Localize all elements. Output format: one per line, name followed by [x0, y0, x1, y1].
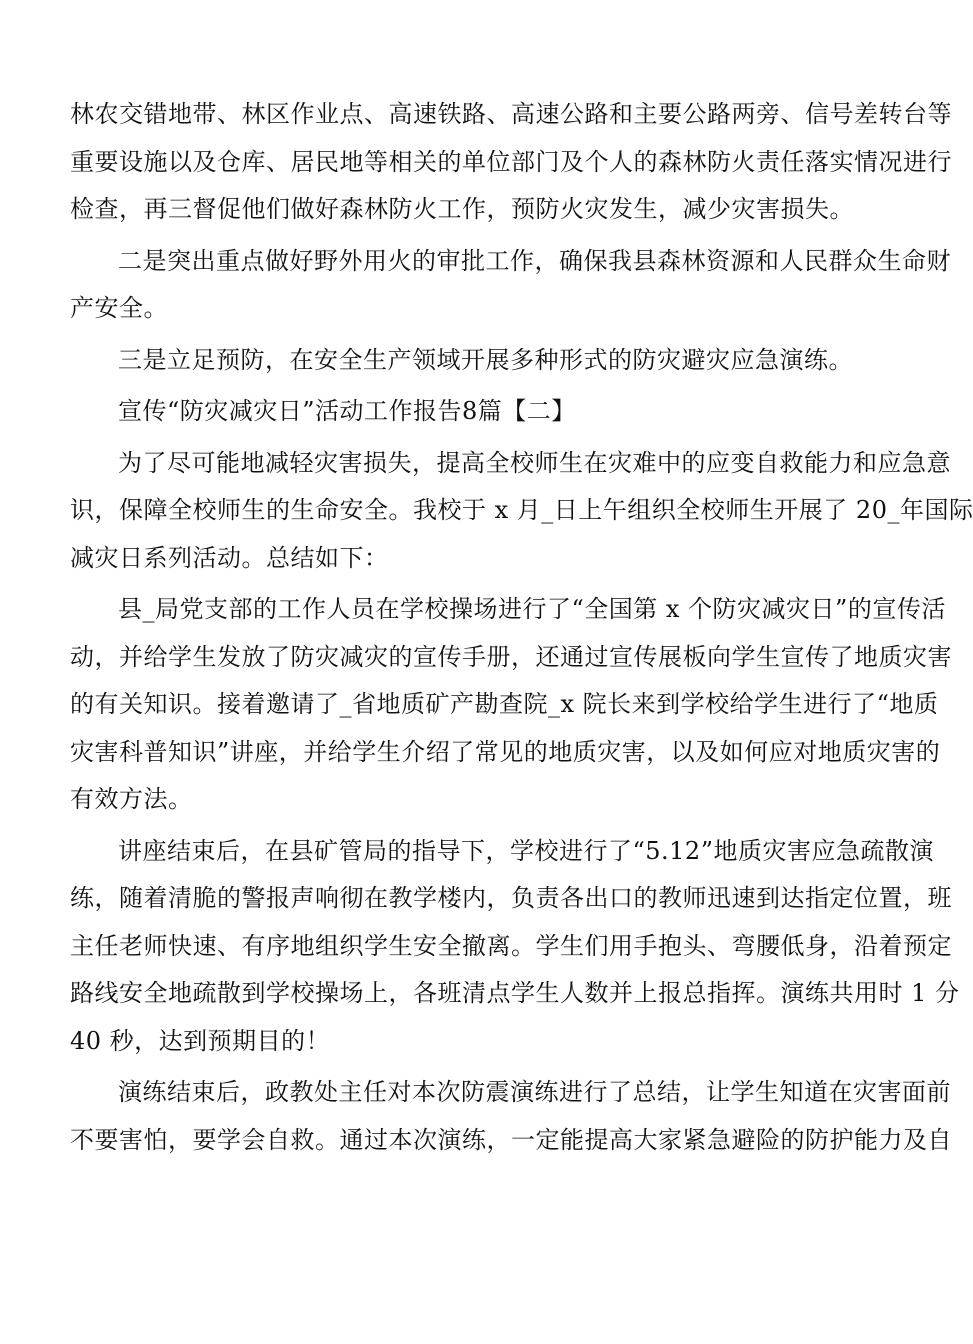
text-line: 练，随着清脆的警报声响彻在教学楼内，负责各出口的教师迅速到达指定位置，班 [70, 884, 952, 912]
paragraph-first-line: 三是立足预防，在安全生产领域开展多种形式的防灾避灾应急演练。 [118, 345, 853, 374]
paragraph-first-line: 县_局党支部的工作人员在学校操场进行了“全国第 x 个防灾减灾日”的宣传活 [118, 595, 946, 623]
paragraph-first-line: 为了尽可能地减轻灾害损失，提高全校师生在灾难中的应变自救能力和应急意 [118, 448, 951, 477]
text-line: 灾害科普知识”讲座，并给学生介绍了常见的地质灾害，以及如何应对地质灾害的 [70, 737, 941, 766]
text-line: 林农交错地带、林区作业点、高速铁路、高速公路和主要公路两旁、信号差转台等 [70, 100, 952, 128]
paragraph-first-line: 二是突出重点做好野外用火的审批工作，确保我县森林资源和人民群众生命财 [118, 246, 951, 275]
text-line: 减灾日系列活动。总结如下： [70, 543, 389, 572]
paragraph-first-line: 演练结束后，政教处主任对本次防震演练进行了总结，让学生知道在灾害面前 [118, 1078, 951, 1106]
text-line: 路线安全地疏散到学校操场上，各班清点学生人数并上报总指挥。演练共用时 1 分 [70, 979, 960, 1007]
text-line: 产安全。 [70, 294, 168, 322]
text-line: 有效方法。 [70, 785, 193, 813]
text-line: 动，并给学生发放了防灾减灾的宣传手册，还通过宣传展板向学生宣传了地质灾害 [70, 642, 952, 671]
section-heading: 宣传“防灾减灾日”活动工作报告8篇【二】 [118, 397, 576, 425]
text-line: 主任老师快速、有序地组织学生安全撤离。学生们用手抱头、弯腰低身，沿着预定 [70, 931, 952, 960]
text-line: 40 秒，达到预期目的！ [70, 1026, 331, 1055]
paragraph-first-line: 讲座结束后，在县矿管局的指导下，学校进行了“5.12”地质灾害应急疏散演 [118, 836, 934, 865]
text-line: 的有关知识。接着邀请了_省地质矿产勘查院_x 院长来到学校给学生进行了“地质 [70, 690, 939, 718]
text-line: 识，保障全校师生的生命安全。我校于 x 月_日上午组织全校师生开展了 20_年国际 [70, 496, 973, 524]
document-body [70, 91, 973, 1164]
text-line: 不要害怕，要学会自救。通过本次演练，一定能提高大家紧急避险的防护能力及自 [70, 1125, 952, 1154]
text-line: 重要设施以及仓库、居民地等相关的单位部门及个人的森林防火责任落实情况进行 [70, 147, 952, 176]
text-line: 检查，再三督促他们做好森林防火工作，预防火灾发生，减少灾害损失。 [70, 195, 854, 223]
